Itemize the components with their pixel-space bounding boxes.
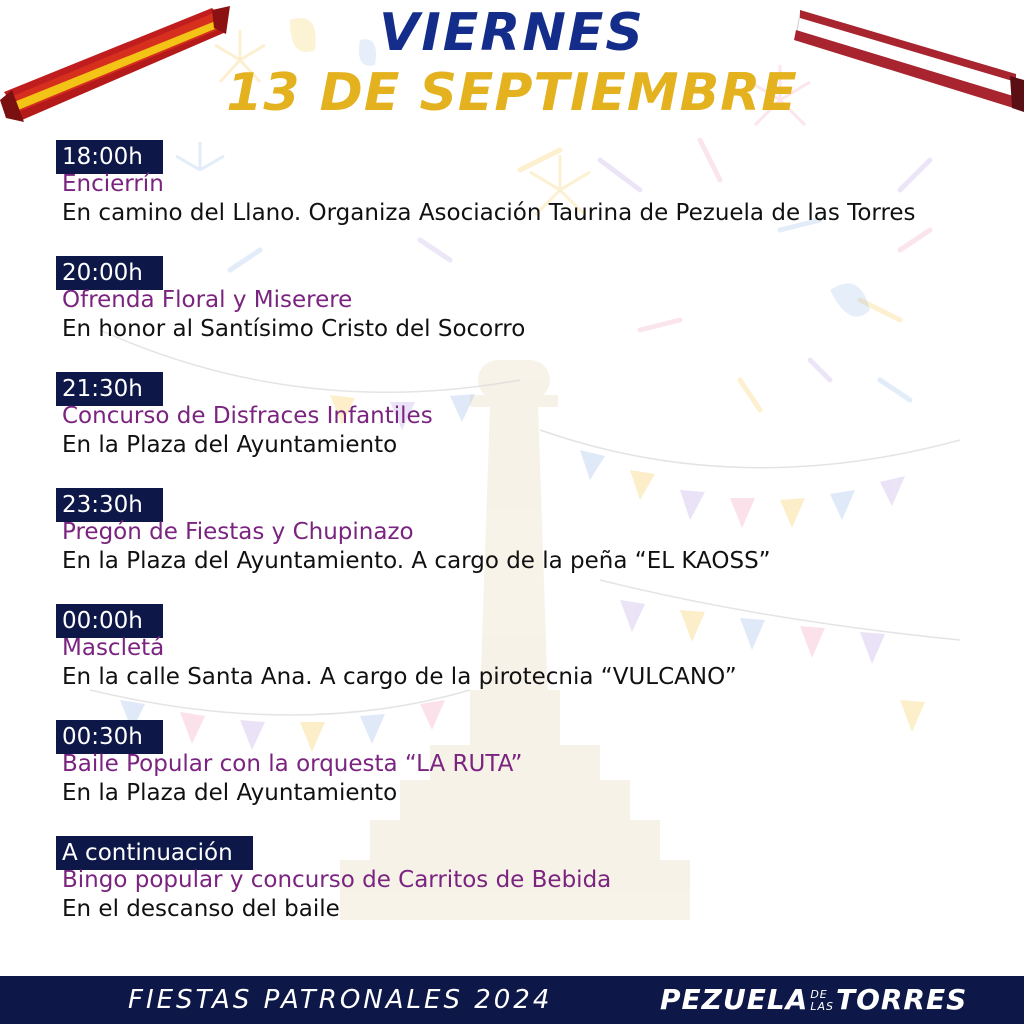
event-description: En honor al Santísimo Cristo del Socorro bbox=[62, 316, 526, 342]
date-title: 13 DE SEPTIEMBRE bbox=[226, 63, 798, 123]
event-item bbox=[56, 488, 996, 604]
event-title: Concurso de Disfraces Infantiles bbox=[62, 403, 433, 429]
event-description: En la Plaza del Ayuntamiento. A cargo de la peña “EL KAOSS” bbox=[62, 548, 771, 574]
town-logo bbox=[660, 976, 967, 1024]
event-time-badge: 20:00h bbox=[56, 256, 163, 290]
event-title: Baile Popular con la orquesta “LA RUTA” bbox=[62, 751, 523, 777]
event-time-badge: 00:30h bbox=[56, 720, 163, 754]
event-time-badge: 00:00h bbox=[56, 604, 163, 638]
logo-text-pezuela: PEZUELA bbox=[660, 983, 809, 1016]
event-time-badge: 23:30h bbox=[56, 488, 163, 522]
logo-text-torres: TORRES bbox=[835, 983, 968, 1016]
event-description: En la Plaza del Ayuntamiento bbox=[62, 780, 398, 806]
event-item bbox=[56, 140, 996, 256]
event-item bbox=[56, 836, 996, 952]
day-title: VIERNES bbox=[379, 3, 645, 63]
event-item bbox=[56, 604, 996, 720]
logo-text-las: LAS bbox=[810, 1000, 834, 1013]
event-description: En la Plaza del Ayuntamiento bbox=[62, 432, 398, 458]
logo-text-de-las bbox=[810, 989, 834, 1013]
footer-bar bbox=[0, 976, 1024, 1024]
event-description: En el descanso del baile bbox=[62, 896, 340, 922]
event-time-badge: 18:00h bbox=[56, 140, 163, 174]
event-time-badge: 21:30h bbox=[56, 372, 163, 406]
logo-text-de: DE bbox=[810, 988, 828, 1001]
event-title: Encierrín bbox=[62, 171, 164, 197]
event-description: En camino del Llano. Organiza Asociación Taurina de Pezuela de las Torres bbox=[62, 200, 916, 226]
event-title: Ofrenda Floral y Miserere bbox=[62, 287, 353, 313]
event-item bbox=[56, 256, 996, 372]
event-item bbox=[56, 372, 996, 488]
event-time-badge: A continuación bbox=[56, 836, 253, 870]
event-title: Pregón de Fiestas y Chupinazo bbox=[62, 519, 414, 545]
event-title: Mascletá bbox=[62, 635, 165, 661]
event-description: En la calle Santa Ana. A cargo de la pirotecnia “VULCANO” bbox=[62, 664, 737, 690]
event-title: Bingo popular y concurso de Carritos de Bebida bbox=[62, 867, 612, 893]
event-schedule bbox=[56, 140, 996, 952]
event-item bbox=[56, 720, 996, 836]
footer-event-name: FIESTAS PATRONALES 2024 bbox=[128, 985, 553, 1015]
